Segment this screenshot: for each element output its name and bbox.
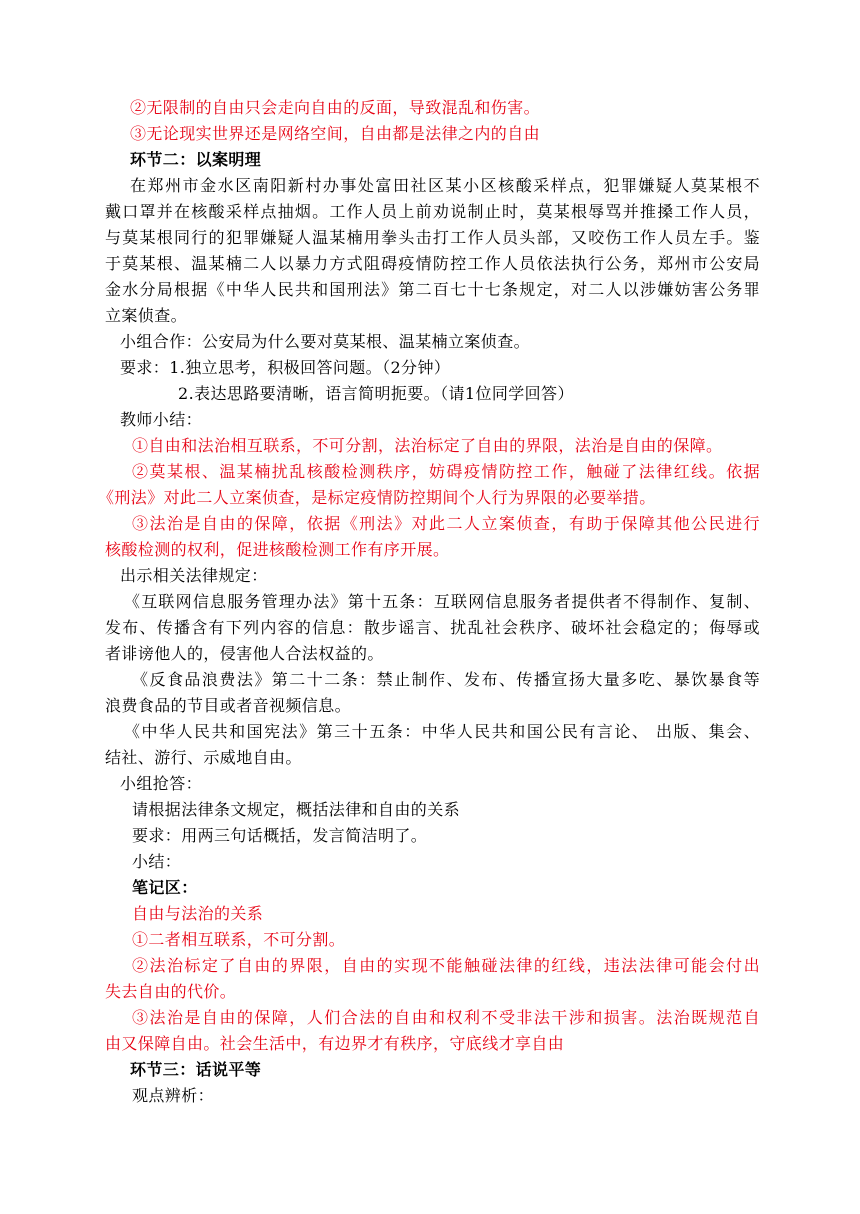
text-line: 核酸检测的权利，促进核酸检测工作有序开展。 bbox=[105, 540, 450, 559]
text-line: 请根据法律条文规定，概括法律和自由的关系 bbox=[132, 800, 461, 819]
text-line: 自由与法治的关系 bbox=[132, 904, 264, 923]
text-line: 要求：1.独立思考，积极回答问题。（2分钟） bbox=[120, 358, 451, 377]
text-line: ③无论现实世界还是网络空间，自由都是法律之内的自由 bbox=[130, 124, 541, 143]
text-line: 者诽谤他人的，侵害他人合法权益的。 bbox=[105, 644, 384, 663]
text-line: 小组合作：公安局为什么要对莫某根、温某楠立案侦查。 bbox=[120, 332, 531, 351]
text-line: 教师小结： bbox=[120, 410, 203, 429]
text-line: 2.表达思路要清晰，语言简明扼要。（请1位同学回答） bbox=[178, 384, 574, 403]
text-line: 于莫某根、温某楠二人以暴力方式阻碍疫情防控工作人员依法执行公务，郑州市公安局 bbox=[105, 254, 760, 273]
text-line: 浪费食品的节目或者音视频信息。 bbox=[105, 696, 352, 715]
text-line: 失去自由的代价。 bbox=[105, 982, 237, 1001]
text-line: 戴口罩并在核酸采样点抽烟。工作人员上前劝说制止时，莫某根辱骂并推搡工作人员， bbox=[105, 202, 760, 221]
text-line: ②无限制的自由只会走向自由的反面，导致混乱和伤害。 bbox=[130, 98, 541, 117]
text-line: ③法治是自由的保障，依据《刑法》对此二人立案侦查，有助于保障其他公民进行 bbox=[132, 514, 760, 533]
text-line: 要求：用两三句话概括，发言简洁明了。 bbox=[132, 826, 428, 845]
text-line: 小组抢答： bbox=[120, 774, 203, 793]
text-line: ②莫某根、温某楠扰乱核酸检测秩序，妨碍疫情防控工作，触碰了法律红线。依据 bbox=[132, 462, 760, 481]
text-line: 金水分局根据《中华人民共和国刑法》第二百七十七条规定，对二人以涉嫌妨害公务罪 bbox=[105, 280, 760, 299]
text-line: 立案侦查。 bbox=[105, 306, 188, 325]
text-line: 与莫某根同行的犯罪嫌疑人温某楠用拳头击打工作人员头部，又咬伤工作人员左手。鉴 bbox=[105, 228, 760, 247]
section-heading: 环节二：以案明理 bbox=[130, 150, 262, 169]
text-line: 小结： bbox=[132, 852, 182, 871]
text-line: 《中华人民共和国宪法》第三十五条：中华人民共和国公民有言论、 出版、集会、 bbox=[124, 722, 760, 741]
text-line: 由又保障自由。社会生活中，有边界才有秩序，守底线才享自由 bbox=[105, 1034, 565, 1053]
section-heading: 笔记区： bbox=[132, 878, 198, 897]
text-line: 观点辨析： bbox=[132, 1086, 215, 1105]
text-line: 出示相关法律规定： bbox=[120, 566, 268, 585]
text-line: ③法治是自由的保障，人们合法的自由和权利不受非法干涉和损害。法治既规范自 bbox=[132, 1008, 760, 1027]
text-line: 发布、传播含有下列内容的信息：散步谣言、扰乱社会秩序、破坏社会稳定的；侮辱或 bbox=[105, 618, 760, 637]
text-line: ①二者相互联系，不可分割。 bbox=[132, 930, 346, 949]
text-line: ①自由和法治相互联系，不可分割，法治标定了自由的界限，法治是自由的保障。 bbox=[132, 436, 723, 455]
text-line: ②法治标定了自由的界限，自由的实现不能触碰法律的红线，违法法律可能会付出 bbox=[132, 956, 760, 975]
text-line: 《刑法》对此二人立案侦查，是标定疫情防控期间个人行为界限的必要举措。 bbox=[98, 488, 656, 507]
text-line: 《反食品浪费法》第二十二条：禁止制作、发布、传播宣扬大量多吃、暴饮暴食等 bbox=[132, 670, 760, 689]
section-heading: 环节三：话说平等 bbox=[130, 1060, 262, 1079]
text-line: 《互联网信息服务管理办法》第十五条：互联网信息服务者提供者不得制作、复制、 bbox=[124, 592, 760, 611]
text-line: 结社、游行、示威地自由。 bbox=[105, 748, 302, 767]
text-line: 在郑州市金水区南阳新村办事处富田社区某小区核酸采样点，犯罪嫌疑人莫某根不 bbox=[130, 176, 760, 195]
